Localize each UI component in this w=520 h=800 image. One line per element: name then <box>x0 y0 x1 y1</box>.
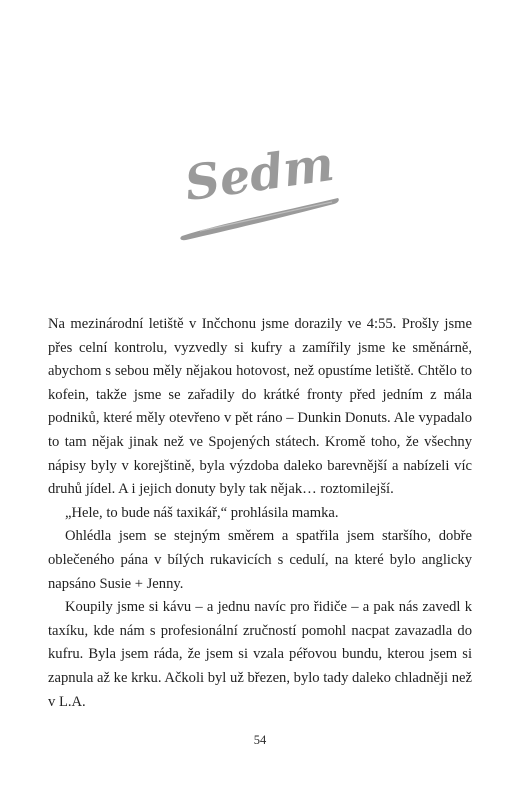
paragraph-3: Ohlédla jsem se stejným směrem a spatřila jsem staršího, dobře oblečeného pána v bílých rukavicích s cedulí, na které bylo anglicky napsáno Susie + Jenny. <box>48 528 472 592</box>
paragraph-1: Na mezinárodní letiště v Inčchonu jsme dorazily ve 4:55. Prošly jsme přes celní kontrolu, vyzvedly si kufry a zamířily jsme ke směnárně, abychom s sebou měly nějakou hotovost, než opustíme letiště. Chtělo to kofein, takže jsme se zařadily do krátké fronty před jedním z mála podniků, které měly otevřeno v pět ráno – Dunkin Donuts. Ale vypadalo to tam nějak jinak než ve Spojených státech. Kromě toho, že všechny nápisy byly v korejštině, byla výzdoba daleko barevnější a nabízeli víc druhů jídel. A i jejich donuty byly tak nějak… roztomilejší. <box>48 316 472 498</box>
page-number: 54 <box>253 733 267 747</box>
paragraph-4: Koupily jsme si kávu – a jednu navíc pro řidiče – a pak nás zavedl k taxíku, kde nám s profesionální zručností pomohl nacpat zavazadla do kufru. Byla jsem ráda, že jsem si vzala péřovou bundu, kterou jsem si zapnula až ke krku. Ačkoli byl už březen, bylo tady daleko chladněji než v L.A. <box>48 599 472 710</box>
chapter-heading <box>160 128 360 248</box>
chapter-heading-graphic <box>160 128 360 248</box>
paragraph-2: „Hele, to bude náš taxikář,“ prohlásila mamka. <box>65 504 339 521</box>
chapter-title: Sedm <box>181 135 338 213</box>
body-text <box>48 313 472 714</box>
